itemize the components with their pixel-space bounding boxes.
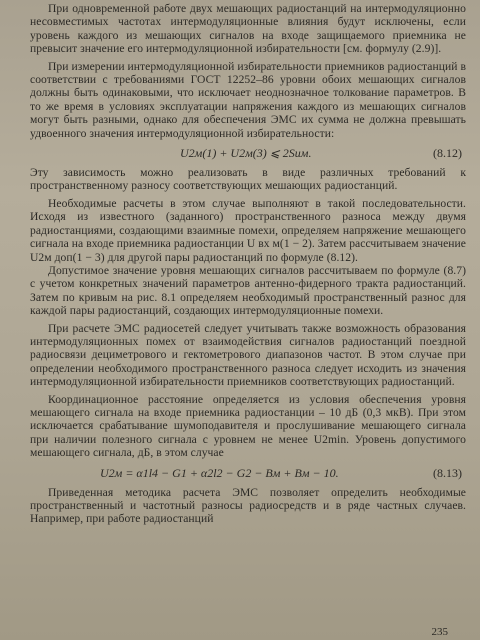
formula-8-13 <box>30 463 466 483</box>
paragraph-1: При одновременной работе двух мешающих радиостанций на интермодуляционно несовместимых частотах интермодуляционные влияния будут исключены, если уровень каждого из мешающих сигналов на входе защищаемого приемника не превысит значение его интермодуляционной избирательности [см. формулу (2.9)]. <box>30 2 466 56</box>
page-number: 235 <box>431 626 448 638</box>
formula-8-13-expression: U2м = α1l4 − G1 + α2l2 − G2 − Bм + Bм − 10. <box>100 465 339 480</box>
paragraph-4: Необходимые расчеты в этом случае выполняют в такой последовательности. Исходя из известного (заданного) пространственного разноса между двумя радиостанциями, создающими взаимные помехи, определяем напряжение мешающего сигнала на входе приемника радиостанции U вх м(1 − 2). Затем рассчитываем значение U2м доп(1 − 3) для другой пары радиостанций по формуле (8.12). <box>30 196 466 264</box>
formula-8-12-expression: U2м(1) + U2м(3) ⩽ 2Sим. <box>180 146 312 161</box>
formula-8-12-number: (8.12) <box>433 146 462 161</box>
paragraph-3: Эту зависимость можно реализовать в виде различных требований к пространственному разносу соответствующих мешающих радиостанций. <box>30 166 466 193</box>
paragraph-6: При расчете ЭМС радиосетей следует учитывать также возможность образования интермодуляционных помех от взаимодействия сигналов радиостанций поездной радиосвязи дециметрового и гектометрового диапазонов частот. В этом случае при определении необходимого пространственного разноса следует исходить из значения интермодуляционной избирательности приемников соответствующих радиостанций. <box>30 321 466 389</box>
paragraph-7: Координационное расстояние определяется из условия обеспечения уровня мешающего сигнала на входе приемника радиостанции – 10 дБ (0,3 мкВ). При этом исключается срабатывание шумоподавителя и прослушивание мешающего сигнала при наличии полезного сигнала с уровнем не менее U2min. Уровень допустимого мешающего сигнала, дБ, в этом случае <box>30 392 466 460</box>
paragraph-5: Допустимое значение уровня мешающих сигналов рассчитываем по формуле (8.7) с учетом конкретных значений параметров антенно-фидерного тракта радиостанций. Затем по кривым на рис. 8.1 определяем необходимый пространственный разнос для каждой пары радиостанций, создающих интермодуляционные помехи. <box>30 263 466 318</box>
formula-8-13-number: (8.13) <box>433 465 462 480</box>
formula-8-12 <box>30 143 466 163</box>
paragraph-8: Приведенная методика расчета ЭМС позволяет определить необходимые пространственный и частотный разносы радиосредств и в ряде частных случаев. Например, при работе радиостанций <box>30 485 466 526</box>
paragraph-2: При измерении интермодуляционной избирательности приемников радиостанций в соответствии с требованиями ГОСТ 12252–86 уровни обоих мешающих сигналов должны быть одинаковыми, что исключает неоднозначное толкование параметров. В то же время в условиях эксплуатации напряжения каждого из мешающих сигналов могут быть разными, однако для обеспечения ЭМС их сумма не должна превышать удвоенного значения интермодуляционной избирательности: <box>30 59 466 140</box>
